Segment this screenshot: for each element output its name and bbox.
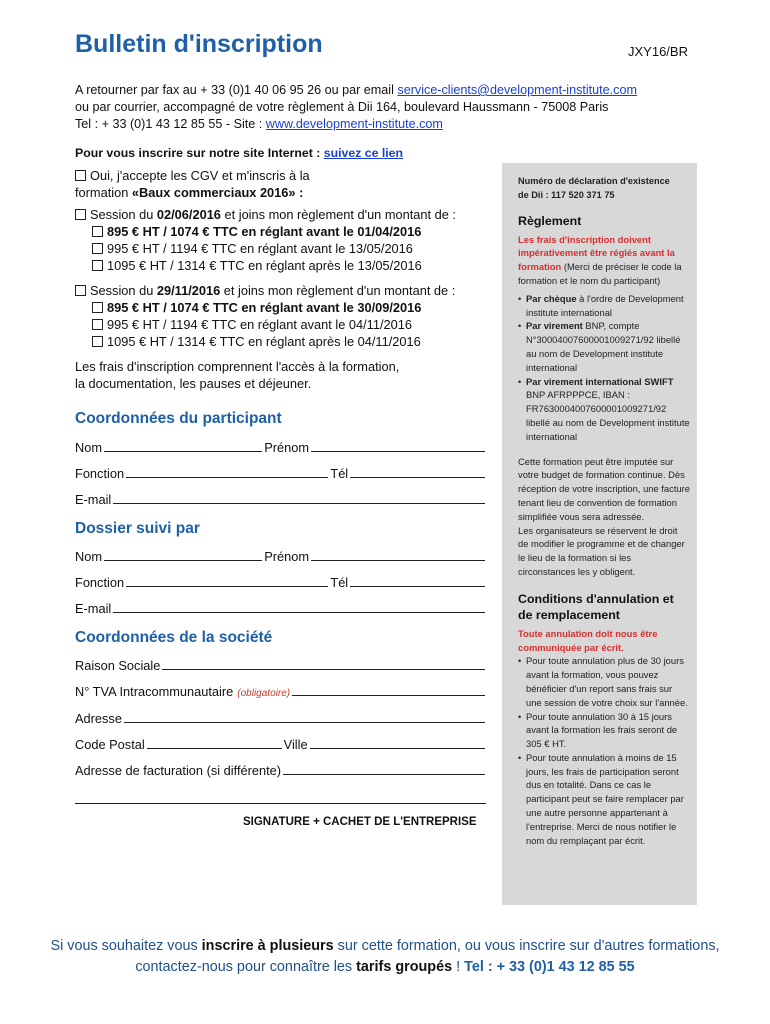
dossier-prenom-label: Prénom [264,549,310,564]
participant-fonction-label: Fonction [75,466,125,481]
payment-cheque-text: à l'ordre de Development institute international [526,292,684,318]
session-2 [75,282,455,350]
participant-email-label: E-mail [75,492,112,507]
session2-opt2: 995 € HT / 1194 € TTC en réglant avant le 04/11/2016 [107,317,412,332]
signature-line[interactable] [75,803,486,804]
ville-field[interactable] [310,748,485,749]
footer-phone: Tel : + 33 (0)1 43 12 85 55 [464,959,635,975]
footer-note [40,936,730,978]
dossier-prenom-field[interactable] [311,560,485,561]
session2-opt3-checkbox[interactable] [92,336,103,347]
societe-heading: Coordonnées de la société [75,629,273,646]
dossier-email-row [75,598,487,616]
participant-fonction-row [75,463,487,481]
signature-label: SIGNATURE + CACHET DE L'ENTREPRISE [243,816,477,828]
sidebar-content [518,175,690,847]
session2-label: Session du [90,283,157,298]
facturation-field[interactable] [283,774,485,775]
ville-label: Ville [283,737,308,752]
facturation-label: Adresse de facturation (si différente) [75,763,282,778]
payment-swift-title: Par virement international SWIFT [526,375,674,387]
session2-date: 29/11/2016 [156,283,221,298]
page-title: Bulletin d'inscription [75,30,323,58]
dossier-tel-label: Tél [330,575,349,590]
payment-virement-text: BNP, compte N°30004007600001009271/92 libellé au nom de Development institute international [526,320,681,373]
participant-heading: Coordonnées du participant [75,410,282,427]
web-signup-text: Pour vous inscrire sur notre site Internet : [75,146,324,160]
payment-cheque [518,292,690,320]
cancellation-item: • Pour toute annulation 30 à 15 jours avant la formation les frais seront de 305 € HT. [518,710,690,751]
participant-nom-label: Nom [75,440,103,455]
cancellation-list [518,654,690,847]
tva-field[interactable] [292,695,485,696]
participant-email-row [75,489,487,507]
accept-text: Oui, j'accepte les CGV et m'inscris à la [90,168,310,183]
organiser-note: Les organisateurs se réservent le droit de modifier le programme et de changer le lieu de la formation si les circonstances les y obligent. [518,524,685,577]
facturation-row [75,760,487,778]
footer-text-3: ! [452,959,465,975]
reglement-note: (Merci de préciser le code la formation et le nom du participant) [518,261,682,286]
funding-info: Cette formation peut être imputée sur votre budget de formation continue. Dès réception de votre inscription, une facture tenant lieu de convention de formation simplifiée vous sera adressée. [518,455,690,522]
fees-line-1: Les frais d'inscription comprennent l'accès à la formation, [75,359,400,374]
raison-row [75,655,487,673]
adresse-field[interactable] [124,722,485,723]
payment-swift-text: BNP AFRPPPCE, IBAN : FR7630004007600001009271/92 libellé au nom de Development institute international [526,389,690,442]
adresse-label: Adresse [75,711,122,726]
reglement-warning: Les frais d'inscription doivent impérativement être réglés avant la formation [518,233,675,273]
fees-note [75,358,399,392]
declaration-line-2: de Dii : 117 520 371 75 [518,189,615,200]
website-link[interactable]: www.development-institute.com [265,117,443,131]
session1-opt2-checkbox[interactable] [92,243,103,254]
footer-bold-group: tarifs groupés [356,959,453,975]
participant-fonction-field[interactable] [126,477,328,478]
raison-label: Raison Sociale [75,658,161,673]
declaration-line-1: Numéro de déclaration d'existence [518,176,670,186]
dossier-nom-label: Nom [75,549,103,564]
session2-text: et joins mon règlement d'un montant de : [220,283,456,298]
intro-address: ou par courrier, accompagné de votre règlement à Dii 164, boulevard Haussmann - 75008 Paris [75,100,609,114]
participant-tel-label: Tél [330,466,349,481]
participant-tel-field[interactable] [350,477,485,478]
session1-text: et joins mon règlement d'un montant de : [220,207,456,222]
participant-prenom-field[interactable] [311,451,485,452]
accept-cgv [75,167,310,201]
footer-text: Si vous souhaitez vous [50,938,202,954]
session1-opt3-checkbox[interactable] [92,260,103,271]
session2-opt3: 1095 € HT / 1314 € TTC en réglant après le 04/11/2016 [107,334,421,349]
dossier-email-field[interactable] [113,612,485,613]
tva-row [75,681,487,699]
participant-prenom-label: Prénom [264,440,310,455]
cp-field[interactable] [147,748,282,749]
email-link[interactable]: service-clients@development-institute.com [397,83,637,97]
dossier-heading: Dossier suivi par [75,520,200,537]
session2-opt2-checkbox[interactable] [92,319,103,330]
dossier-name-row [75,546,487,564]
cp-ville-row [75,734,487,752]
session1-label: Session du [90,207,157,222]
formation-name: «Baux commerciaux 2016» : [131,185,304,200]
dossier-fonction-row [75,572,487,590]
session2-opt1: 895 € HT / 1074 € TTC en réglant avant le 30/09/2016 [107,300,422,315]
raison-field[interactable] [162,669,485,670]
adresse-row [75,708,487,726]
reglement-heading: Règlement [518,213,582,228]
intro-phone: Tel : + 33 (0)1 43 12 85 55 - Site : [75,117,266,131]
payment-virement-title: Par virement [526,320,583,332]
cp-label: Code Postal [75,737,145,752]
session1-checkbox[interactable] [75,209,86,220]
dossier-nom-field[interactable] [104,560,262,561]
info-sidebar [502,163,697,905]
fees-line-2: la documentation, les pauses et déjeuner. [75,376,312,391]
cancellation-item: • Pour toute annulation à moins de 15 jours, les frais de participation seront dus en totalité. Dans ce cas le participant peut se faire remplacer par une autre personne appartenant à l'entreprise. Merci de nous notifier le nom du remplaçant par écrit. [518,751,690,848]
accept-text-2: formation [75,185,132,200]
participant-name-row [75,437,487,455]
session1-opt1: 895 € HT / 1074 € TTC en réglant avant le 01/04/2016 [107,224,422,239]
session1-date: 02/06/2016 [156,207,221,222]
dossier-tel-field[interactable] [350,586,485,587]
payment-swift [518,375,690,444]
dossier-fonction-label: Fonction [75,575,125,590]
session1-opt1-checkbox[interactable] [92,226,103,237]
tva-required-note: (obligatoire) [237,688,291,699]
participant-email-field[interactable] [113,503,485,504]
tva-label: N° TVA Intracommunautaire [75,684,234,699]
cancellation-warning: Toute annulation doit nous être communiquée par écrit. [518,627,658,653]
footer-text-2: sur cette formation, ou vous inscrire sur d'autres formations, contactez-nous pour connaître les [135,938,720,975]
intro-block [75,82,637,133]
accept-checkbox[interactable] [75,170,86,181]
signup-link[interactable]: suivez ce lien [323,146,404,160]
cancellation-heading: Conditions d'annulation et de remplacement [518,591,674,622]
web-signup [75,146,403,160]
cancellation-item: • Pour toute annulation plus de 30 jours avant la formation, vous pouvez bénéficier d'un report sans frais sur une session de votre choix sur l'année. [518,654,690,709]
payment-cheque-title: Par chèque [526,292,577,304]
reference-code: JXY16/BR [628,44,688,59]
session2-opt1-checkbox[interactable] [92,302,103,313]
session1-opt3: 1095 € HT / 1314 € TTC en réglant après le 13/05/2016 [107,258,422,273]
session1-opt2: 995 € HT / 1194 € TTC en réglant avant le 13/05/2016 [107,241,413,256]
payment-list [518,292,690,444]
session-1 [75,206,456,274]
payment-virement [518,319,690,374]
footer-bold-multiple: inscrire à plusieurs [201,938,334,954]
dossier-email-label: E-mail [75,601,112,616]
intro-text: A retourner par fax au + 33 (0)1 40 06 95 26 ou par email [75,83,398,97]
session2-checkbox[interactable] [75,285,86,296]
participant-nom-field[interactable] [104,451,262,452]
dossier-fonction-field[interactable] [126,586,328,587]
